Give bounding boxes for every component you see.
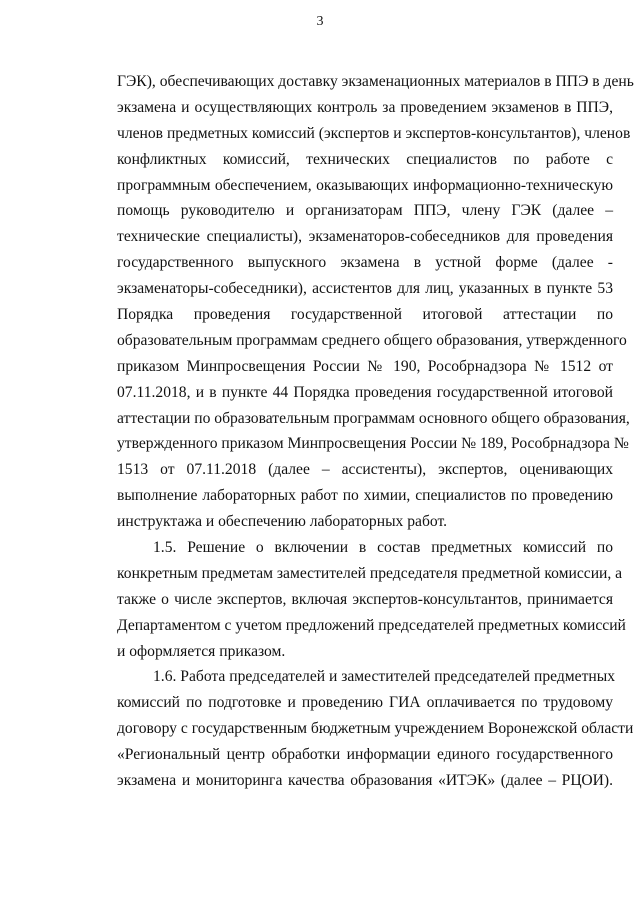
text-line: экзаменаторы-собеседники), ассистентов для лиц, указанных в пункте 53 xyxy=(117,280,613,298)
text-line: утвержденного приказом Минпросвещения России № 189, Рособрнадзора № xyxy=(117,435,629,453)
text-line: Порядка проведения государственной итоговой аттестации по xyxy=(117,306,613,324)
text-line: экзамена и мониторинга качества образования «ИТЭК» (далее – РЦОИ). xyxy=(117,772,613,790)
text-line: экзамена и осуществляющих контроль за проведением экзаменов в ППЭ, xyxy=(117,98,613,116)
text-line: программным обеспечением, оказывающих информационно-техническую xyxy=(117,176,613,194)
text-line: членов предметных комиссий (экспертов и экспертов-консультантов), членов xyxy=(117,124,631,142)
text-line: технические специалисты), экзаменаторов-собеседников для проведения xyxy=(117,228,613,246)
page-number: 3 xyxy=(316,14,324,29)
text-line: инструктажа и обеспечению лабораторных работ. xyxy=(117,513,448,531)
text-line: комиссий по подготовке и проведению ГИА оплачивается по трудовому xyxy=(117,694,613,712)
text-line: конкретным предметам заместителей председателя предметной комиссии, а xyxy=(117,564,623,582)
text-line: выполнение лабораторных работ по химии, специалистов по проведению xyxy=(117,487,613,505)
text-line: аттестации по образовательным программам основного общего образования, xyxy=(117,409,630,427)
text-line: Департаментом с учетом предложений председателей предметных комиссий xyxy=(117,616,626,634)
text-line: помощь руководителю и организаторам ППЭ, члену ГЭК (далее – xyxy=(117,202,613,220)
text-line: 1.5. Решение о включении в состав предметных комиссий по xyxy=(153,539,613,557)
text-line: приказом Минпросвещения России № 190, Рособрнадзора № 1512 от xyxy=(117,357,613,375)
text-line: 1513 от 07.11.2018 (далее – ассистенты), экспертов, оценивающих xyxy=(117,461,613,479)
text-line: 1.6. Работа председателей и заместителей председателей предметных xyxy=(153,668,616,686)
text-line: «Региональный центр обработки информации единого государственного xyxy=(117,746,613,764)
text-line: договору с государственным бюджетным учреждением Воронежской области xyxy=(117,720,634,738)
text-line: государственного выпускного экзамена в устной форме (далее - xyxy=(117,254,613,272)
text-line: ГЭК), обеспечивающих доставку экзаменационных материалов в ППЭ в день xyxy=(117,73,634,90)
text-line: конфликтных комиссий, технических специалистов по работе с xyxy=(117,150,613,168)
text-line: образовательным программам среднего общего образования, утвержденного xyxy=(117,331,627,349)
text-line: 07.11.2018, и в пункте 44 Порядка проведения государственной итоговой xyxy=(117,383,613,401)
text-line: также о числе экспертов, включая экспертов-консультантов, принимается xyxy=(117,590,613,608)
document-body xyxy=(117,69,634,794)
text-line: и оформляется приказом. xyxy=(117,642,286,660)
